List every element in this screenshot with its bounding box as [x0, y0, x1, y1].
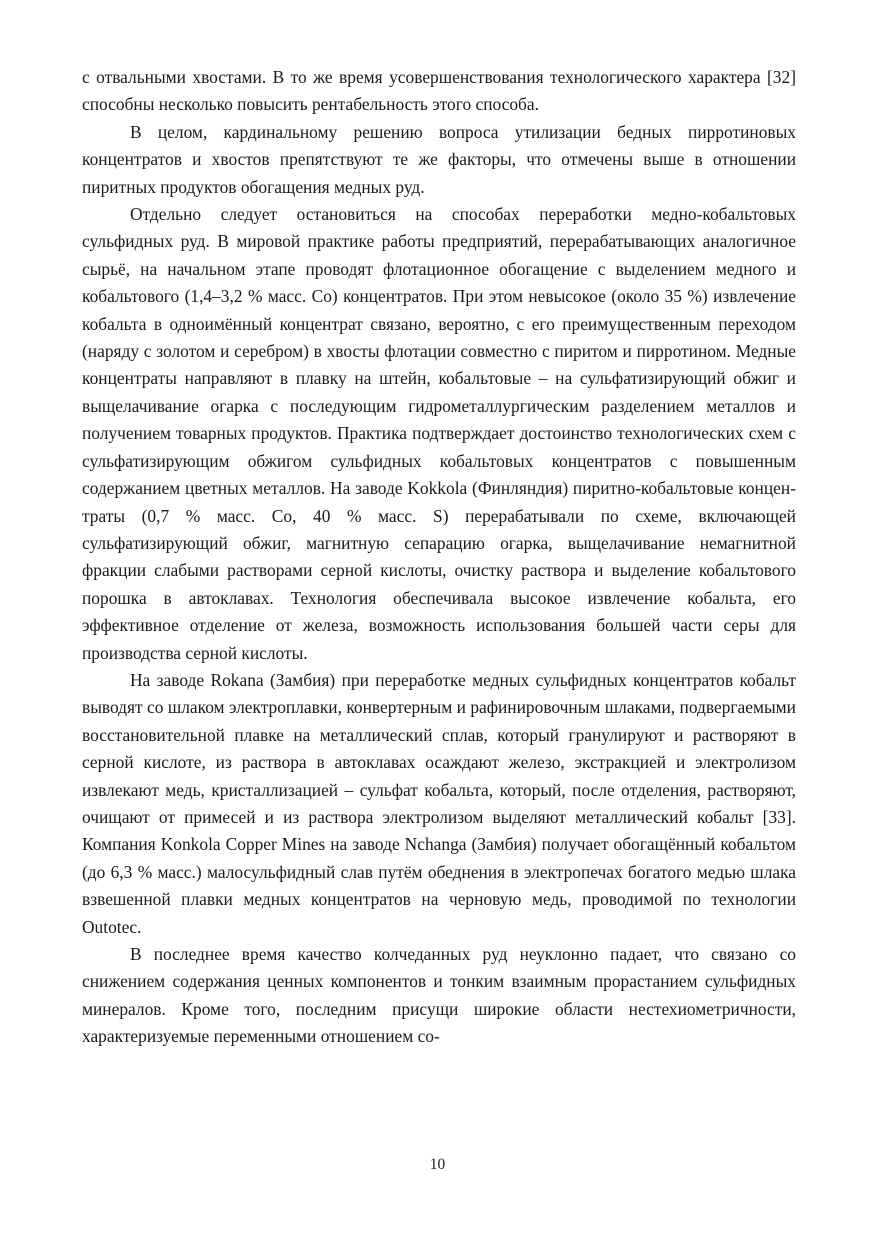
document-body [82, 64, 796, 1051]
paragraph-4: На заводе Rokana (Замбия) при переработке медных сульфидных концентратов кобальт выводят со шлаком электроплавки, конвертерным и рафинировочным шлаками, подвергаемыми восстановительной плавке на металлический сплав, который гранулируют и растворяют в серной кислоте, из раствора в автоклавах осаждают железо, экстракцией и электролизом извлекают медь, кристаллизацией – сульфат кобальта, который, после отделения, растворяют, очищают от примесей и из раствора электролизом выделяют металлический кобальт [33]. Компания Konkola Copper Mines на заводе Nchanga (Замбия) получает обогащённый кобальтом (до 6,3 % масс.) малосульфидный слав путём обеднения в электропечах богатого медью шлака взвешенной плавки медных концентратов на черновую медь, проводимой по технологии Outotec. [82, 669, 796, 937]
paragraph-1: с отвальными хвостами. В то же время усовершенствования технологического характера [32] способны несколько повысить рентабельность этого способа. [82, 67, 796, 115]
paragraph-5: В последнее время качество колчеданных руд неуклонно падает, что связано со снижением содержания ценных компонентов и тонким взаимным прорастанием сульфидных минералов. Кроме того, последним присущи широкие области нестехиометричности, характеризуемые переменными отношением со- [82, 944, 796, 1047]
paragraph-3: Отдельно следует остановиться на способах переработки медно-кобальтовых сульфидных руд. В мировой практике работы предприятий, перерабатывающих аналогичное сырьё, на начальном этапе проводят флотационное обогащение с выделением медного и кобальтового (1,4–3,2 % масс. Co) концентратов. При этом невысокое (около 35 %) извлечение кобальта в одноимённый концентрат связано, вероятно, с его преимущественным переходом (наряду с золотом и серебром) в хвосты флотации совместно с пиритом и пирротином. Медные концентраты направляют в плавку на штейн, кобальтовые – на сульфатизирующий обжиг и выщелачивание огарка с последующим гидрометаллургическим разделением металлов и получением товарных продуктов. Практика подтверждает достоинство технологических схем с сульфатизирующим обжигом сульфидных кобальтовых концентратов с повышенным содержанием цветных металлов. На заводе Kokkola (Финляндия) пиритно-кобальтовые концентраты (0,7 % масс. Co, 40 % масс. S) перерабатывали по схеме, включающей сульфатизирующий обжиг, магнитную сепарацию огарка, выщелачивание немагнитной фракции слабыми растворами серной кислоты, очистку раствора и выделение кобальтового порошка в автоклавах. Технология обеспечивала высокое извлечение кобальта, его эффективное отделение от железа, возможность использования большей части серы для производства серной кислоты. [82, 204, 796, 663]
paragraph-2: В целом, кардинальному решению вопроса утилизации бедных пирротиновых концентратов и хвостов препятствуют те же факторы, что отмечены выше в отношении пиритных продуктов обогащения медных руд. [82, 121, 796, 197]
page-number: 10 [429, 1156, 446, 1173]
